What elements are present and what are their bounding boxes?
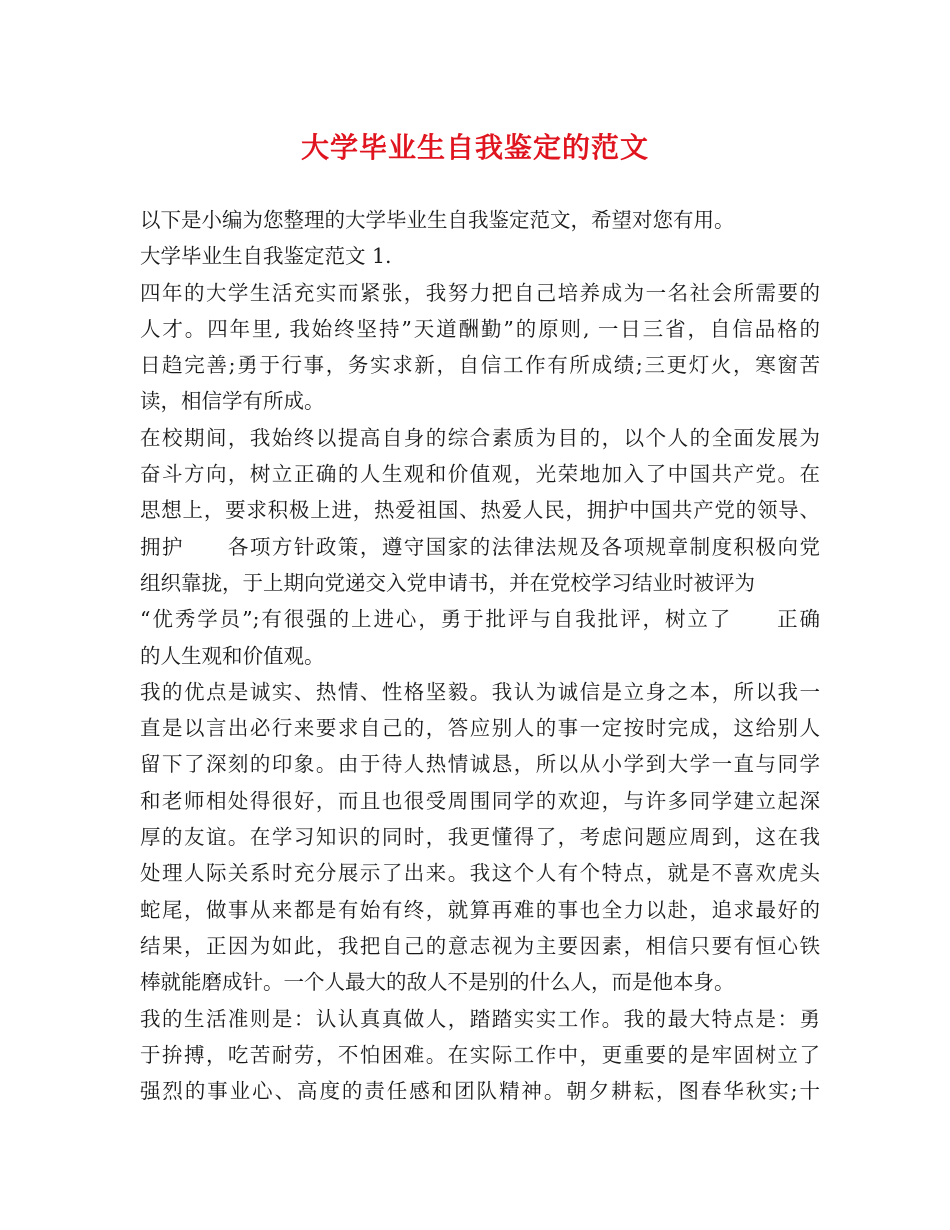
text-line: 拥护 各项方针政策，遵守国家的法律法规及各项规章制度积极向党 xyxy=(140,534,820,559)
text-line: 和老师相处得很好，而且也很受周围同学的欢迎，与许多同学建立起深 xyxy=(140,788,820,813)
text-line: 直是以言出必行来要求自己的，答应别人的事一定按时完成，这给别人 xyxy=(140,716,820,741)
text-line: 棒就能磨成针。一个人最大的敌人不是别的什么人，而是他本身。 xyxy=(140,970,735,995)
text-line: 我的生活准则是：认认真真做人，踏踏实实工作。我的最大特点是：勇 xyxy=(140,1006,820,1031)
text-line: 蛇尾，做事从来都是有始有终，就算再难的事也全力以赴，追求最好的 xyxy=(140,897,820,922)
text-line: “优秀学员”;有很强的上进心，勇于批评与自我批评，树立了 正确 xyxy=(140,607,820,632)
text-line: 以下是小编为您整理的大学毕业生自我鉴定范文，希望对您有用。 xyxy=(140,208,735,232)
text-line: 于拚搏，吃苦耐劳，不怕困难。在实际工作中，更重要的是牢固树立了 xyxy=(140,1042,820,1067)
text-line: 四年的大学生活充实而紧张，我努力把自己培养成为一名社会所需要的 xyxy=(140,280,820,305)
text-line: 在校期间，我始终以提高自身的综合素质为目的，以个人的全面发展为 xyxy=(140,425,820,450)
text-line: 组织靠拢，于上期向党递交入党申请书，并在党校学习结业时被评为 xyxy=(140,570,755,595)
text-line: 的人生观和价值观。 xyxy=(140,643,325,668)
text-line: 结果，正因为如此，我把自己的意志视为主要因素，相信只要有恒心铁 xyxy=(140,933,820,958)
text-line: 强烈的事业心、高度的责任感和团队精神。朝夕耕耘，图春华秋实;十 xyxy=(140,1079,820,1104)
text-line: 思想上，要求积极上进，热爱祖国、热爱人民，拥护中国共产党的领导、 xyxy=(140,498,820,523)
text-line: 读，相信学有所成。 xyxy=(140,389,325,414)
document-body xyxy=(140,202,820,1109)
text-line: 留下了深刻的印象。由于待人热情诚恳，所以从小学到大学一直与同学 xyxy=(140,752,820,777)
text-line: 人才。四年里, 我始终坚持”天道酬勤”的原则, 一日三省，自信品格的 xyxy=(140,316,820,341)
text-line: 日趋完善;勇于行事，务实求新，自信工作有所成绩;三更灯火，寒窗苦 xyxy=(140,353,820,378)
text-line: 大学毕业生自我鉴定范文 1. xyxy=(140,244,392,269)
text-line: 厚的友谊。在学习知识的同时，我更懂得了，考虑问题应周到，这在我 xyxy=(140,825,820,850)
document-title: 大学毕业生自我鉴定的范文 xyxy=(300,131,649,164)
text-line: 处理人际关系时充分展示了出来。我这个人有个特点，就是不喜欢虎头 xyxy=(140,861,820,886)
text-line: 我的优点是诚实、热情、性格坚毅。我认为诚信是立身之本，所以我一 xyxy=(140,679,820,704)
text-line: 奋斗方向，树立正确的人生观和价值观，光荣地加入了中国共产党。在 xyxy=(140,462,820,487)
